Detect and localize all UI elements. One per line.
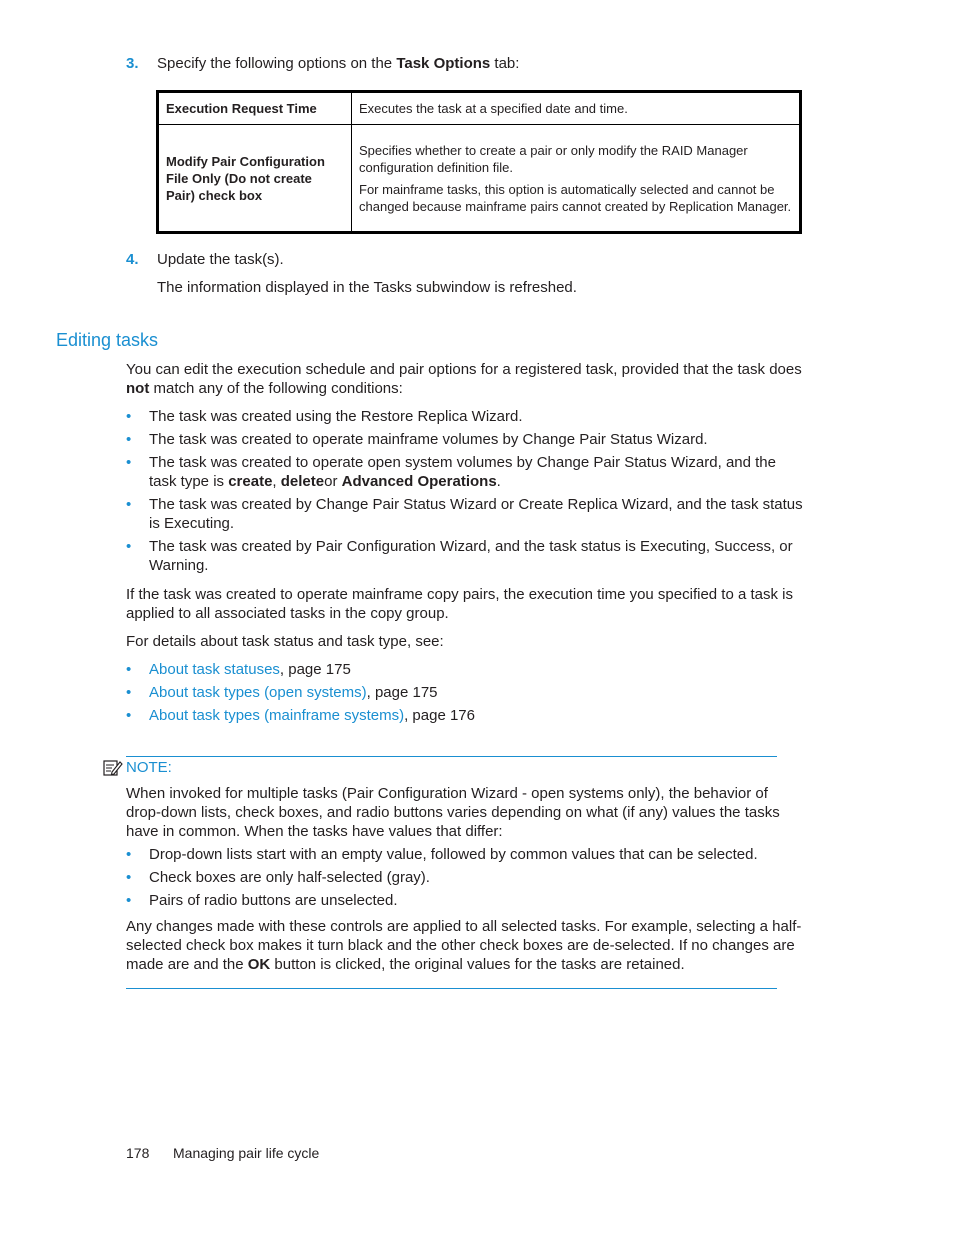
bullet-icon: • — [126, 684, 132, 701]
link-about-task-statuses[interactable]: About task statuses — [149, 661, 280, 678]
page-number: 178 — [126, 1145, 150, 1161]
list-item: • Check boxes are only half-selected (gray). — [126, 869, 430, 886]
link-task-types-mainframe[interactable]: About task types (mainframe systems) — [149, 707, 405, 724]
reference-links-list — [126, 660, 806, 729]
bullet-icon: • — [126, 869, 132, 886]
table-row — [158, 125, 801, 233]
list-item: • Pairs of radio buttons are unselected. — [126, 892, 398, 909]
option-name: Modify Pair Configuration File Only (Do not create Pair) check box — [158, 125, 352, 233]
task-options-table — [156, 90, 802, 234]
list-item: • About task types (open systems), page 175 — [126, 684, 438, 701]
step-3-number: 3. — [126, 55, 139, 72]
step-4-text: Update the task(s). — [157, 251, 284, 268]
bullet-icon: • — [126, 892, 132, 909]
option-description: Specifies whether to create a pair or only modify the RAID Manager configuration definition file. For mainframe tasks, this option is automatically selected and cannot be changed because mainframe pairs cannot created by Replication Manager. — [352, 125, 801, 233]
list-item: • The task was created by Change Pair Status Wizard or Create Replica Wizard, and the task status is Executing. — [126, 496, 803, 532]
list-item: • The task was created to operate mainframe volumes by Change Pair Status Wizard. — [126, 431, 708, 448]
list-item: • About task types (mainframe systems), page 176 — [126, 707, 475, 724]
bullet-icon: • — [126, 431, 132, 448]
option-name: Execution Request Time — [158, 92, 352, 125]
step-3-text: Specify the following options on the Task Options tab: — [157, 55, 520, 72]
bullet-icon: • — [126, 538, 132, 555]
list-item: • The task was created by Pair Configuration Wizard, and the task status is Executing, Success, or Warning. — [126, 538, 793, 574]
step-4-result: The information displayed in the Tasks subwindow is refreshed. — [157, 279, 577, 296]
bullet-icon: • — [126, 661, 132, 678]
list-item: • The task was created to operate open system volumes by Change Pair Status Wizard, and the task type is create, deleteor Advanced Operations. — [126, 454, 776, 490]
bullet-icon: • — [126, 707, 132, 724]
bullet-icon: • — [126, 496, 132, 513]
list-item: • Drop-down lists start with an empty value, followed by common values that can be selected. — [126, 846, 758, 863]
bullet-icon: • — [126, 408, 132, 425]
section-heading: Editing tasks — [56, 330, 159, 350]
conditions-list — [126, 407, 806, 579]
mainframe-paragraph: If the task was created to operate mainframe copy pairs, the execution time you specified to a task is applied to all associated tasks in the copy group. — [126, 586, 794, 622]
intro-paragraph: You can edit the execution schedule and pair options for a registered task, provided that the task does not match any of the following conditions: — [126, 361, 802, 397]
table-row — [158, 92, 801, 125]
note-intro: When invoked for multiple tasks (Pair Configuration Wizard - open systems only), the behavior of drop-down lists, check boxes, and radio buttons varies depending on what (if any) values the tasks have in common. When the tasks have values that differ: — [126, 785, 780, 840]
step-4-number: 4. — [126, 251, 139, 268]
note-label: NOTE: — [126, 759, 172, 776]
list-item: • The task was created using the Restore Replica Wizard. — [126, 408, 523, 425]
bullet-icon: • — [126, 846, 132, 863]
note-bottom-rule — [126, 988, 777, 989]
details-intro: For details about task status and task type, see: — [126, 633, 444, 650]
note-list — [126, 845, 806, 914]
note-pencil-icon — [103, 759, 123, 782]
option-description: Executes the task at a specified date and time. — [352, 92, 801, 125]
chapter-title: Managing pair life cycle — [173, 1145, 320, 1161]
note-closing: Any changes made with these controls are applied to all selected tasks. For example, selecting a half-selected check box makes it turn black and the other check boxes are de-selected. If no changes are made are and the OK button is clicked, the original values for the tasks are retained. — [126, 918, 802, 973]
note-top-rule — [126, 756, 777, 757]
list-item: • About task statuses, page 175 — [126, 661, 351, 678]
link-task-types-open[interactable]: About task types (open systems) — [149, 684, 367, 701]
bullet-icon: • — [126, 454, 132, 471]
